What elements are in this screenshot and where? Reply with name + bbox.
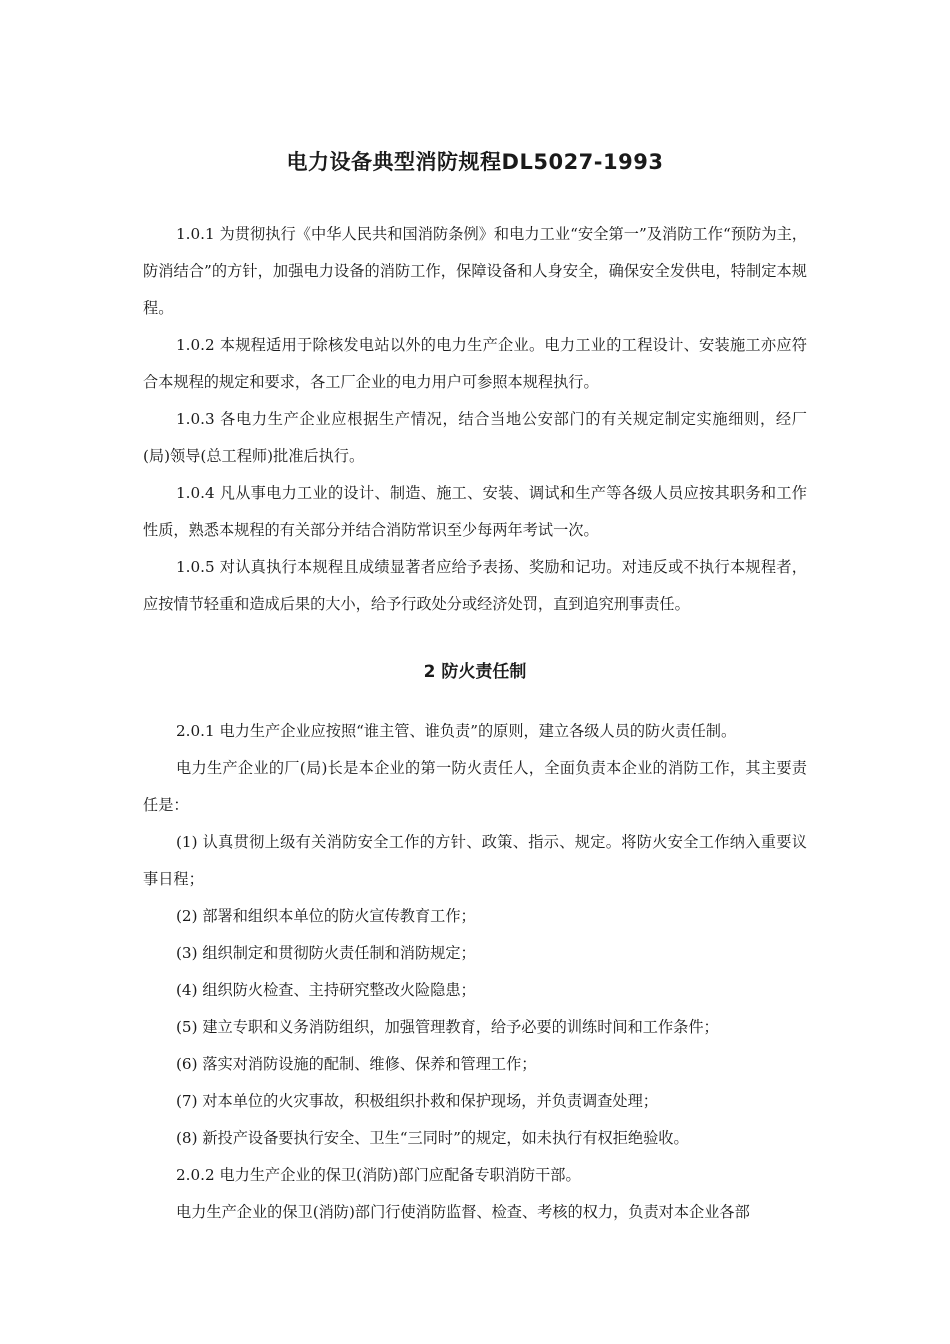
document-title: 电力设备典型消防规程DL5027-1993 <box>286 150 664 174</box>
paragraph-director-duties: 电力生产企业的厂(局)长是本企业的第一防火责任人，全面负责本企业的消防工作，其主要责任是： <box>143 759 807 814</box>
paragraph-2-0-2: 2.0.2 电力生产企业的保卫(消防)部门应配备专职消防干部。 <box>176 1166 581 1184</box>
paragraph-2-0-1: 2.0.1 电力生产企业应按照“谁主管、谁负责”的原则，建立各级人员的防火责任制。 <box>176 722 737 740</box>
section-heading-fire-responsibility: 2 防火责任制 <box>423 662 527 682</box>
list-item-6: (6) 落实对消防设施的配制、维修、保养和管理工作； <box>176 1055 537 1073</box>
paragraph-1-0-4: 1.0.4 凡从事电力工业的设计、制造、施工、安装、调试和生产等各级人员应按其职务和工作性质，熟悉本规程的有关部分并结合消防常识至少每两年考试一次。 <box>143 484 807 539</box>
list-item-8: (8) 新投产设备要执行安全、卫生“三同时”的规定，如未执行有权拒绝验收。 <box>176 1129 689 1147</box>
list-item-5: (5) 建立专职和义务消防组织，加强管理教育，给予必要的训练时间和工作条件； <box>176 1018 719 1036</box>
paragraph-security-department: 电力生产企业的保卫(消防)部门行使消防监督、检查、考核的权力，负责对本企业各部 <box>176 1203 750 1221</box>
intro-section <box>143 216 807 623</box>
list-item-4: (4) 组织防火检查、主持研究整改火险隐患； <box>176 981 476 999</box>
list-item-7: (7) 对本单位的火灾事故，积极组织扑救和保护现场，并负责调查处理； <box>176 1092 658 1110</box>
paragraph-1-0-1: 1.0.1 为贯彻执行《中华人民共和国消防条例》和电力工业“安全第一”及消防工作“预防为主，防消结合”的方针，加强电力设备的消防工作，保障设备和人身安全，确保安全发供电，特制定本规程。 <box>143 225 807 317</box>
paragraph-1-0-2: 1.0.2 本规程适用于除核发电站以外的电力生产企业。电力工业的工程设计、安装施工亦应符合本规程的规定和要求，各工厂企业的电力用户可参照本规程执行。 <box>143 336 807 391</box>
paragraph-1-0-3: 1.0.3 各电力生产企业应根据生产情况，结合当地公安部门的有关规定制定实施细则，经厂(局)领导(总工程师)批准后执行。 <box>143 410 807 465</box>
paragraph-1-0-5: 1.0.5 对认真执行本规程且成绩显著者应给予表扬、奖励和记功。对违反或不执行本规程者，应按情节轻重和造成后果的大小，给予行政处分或经济处罚，直到追究刑事责任。 <box>143 558 807 613</box>
section-2-body <box>143 713 807 1231</box>
list-item-2: (2) 部署和组织本单位的防火宣传教育工作； <box>176 907 476 925</box>
list-item-1: (1) 认真贯彻上级有关消防安全工作的方针、政策、指示、规定。将防火安全工作纳入重要议事日程； <box>143 833 807 888</box>
list-item-3: (3) 组织制定和贯彻防火责任制和消防规定； <box>176 944 476 962</box>
